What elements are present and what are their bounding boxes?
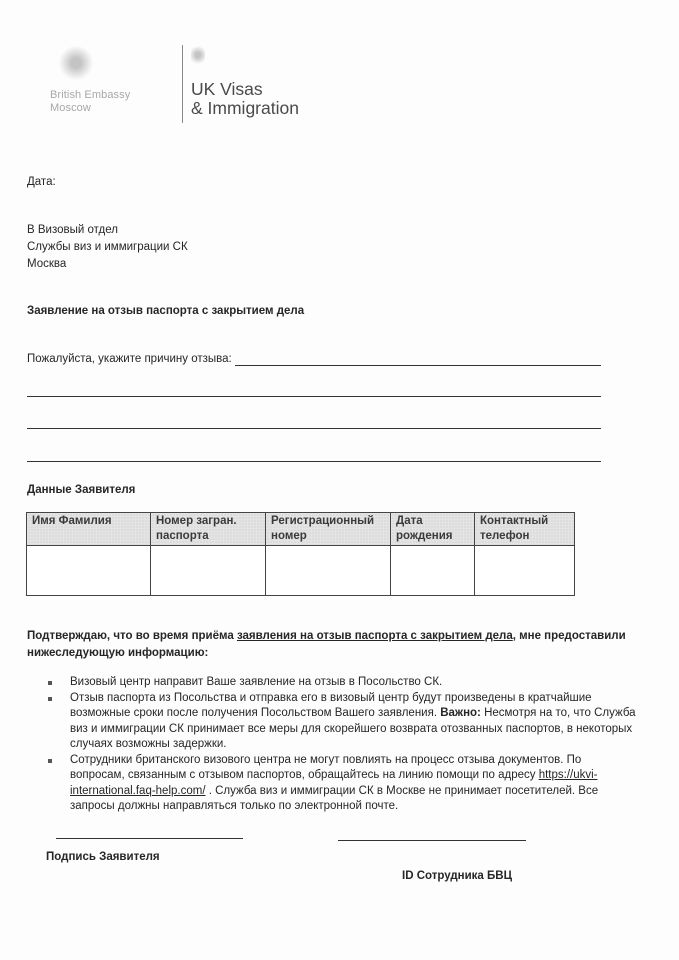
embassy-city: Moscow <box>50 102 91 114</box>
staff-id-label: ID Сотрудника БВЦ <box>402 870 512 882</box>
applicant-table <box>26 512 575 596</box>
help-link[interactable]: https://ukvi-international.faq-help.com/ <box>70 769 598 797</box>
cell-passport[interactable] <box>151 546 266 596</box>
ukvi-name-line1: UK Visas <box>191 79 263 99</box>
staff-id-line[interactable] <box>338 840 526 841</box>
logo-divider <box>182 45 183 123</box>
confirmation-text <box>27 628 647 662</box>
cell-birthdate[interactable] <box>391 546 475 596</box>
column-header-registration: Регистрационный номер <box>266 513 391 546</box>
address-line-2: Службы виз и иммиграции СК <box>27 241 188 253</box>
reason-input-line-1[interactable] <box>235 365 601 366</box>
cell-name[interactable] <box>27 546 151 596</box>
confirmation-prefix: Подтверждаю, что во время приёма <box>27 630 237 642</box>
table-row <box>27 546 575 596</box>
info-item-1: Визовый центр направит Ваше заявление на отзыв в Посольство СК. <box>46 675 636 691</box>
important-label: Важно: <box>440 707 481 719</box>
address-line-1: В Визовый отдел <box>27 224 118 236</box>
address-line-3: Москва <box>27 258 67 270</box>
form-title: Заявление на отзыв паспорта с закрытием дела <box>27 305 305 317</box>
info-item-3: Сотрудники британского визового центра не могут повлиять на процесс отзыва документов. По вопросам, связанным с отзывом паспортов, обращайтесь на линию помощи по адресу https://ukvi-international.faq-help.com/ . Служба виз и иммиграции СК в Москве не принимает посетителей. Все запросы должны направляться только по электронной почте. <box>46 753 636 815</box>
embassy-name: British Embassy <box>50 89 131 101</box>
applicant-signature-line[interactable] <box>56 838 243 839</box>
cell-registration[interactable] <box>266 546 391 596</box>
confirmation-suffix: , мне предоставили нижеследующую информацию: <box>27 630 626 659</box>
reason-label: Пожалуйста, укажите причину отзыва: <box>27 353 232 365</box>
column-header-passport: Номер загран. паспорта <box>151 513 266 546</box>
cell-phone[interactable] <box>475 546 575 596</box>
column-header-birthdate: Дата рождения <box>391 513 475 546</box>
reason-input-line-2[interactable] <box>27 396 601 397</box>
info-item-2: Отзыв паспорта из Посольства и отправка его в визовый центр будут произведены в кратчайшие возможные сроки после получения Посольством Вашего заявления. Важно: Несмотря на то, что Служба виз и иммиграции СК принимает все меры для скорейшего возврата отозванных паспортов, в некоторых случаях возможны задержки. <box>46 691 636 753</box>
table-header-row <box>27 513 575 546</box>
reason-input-line-4[interactable] <box>27 461 601 462</box>
date-label: Дата: <box>27 176 56 188</box>
ukvi-name-line2: & Immigration <box>191 98 299 118</box>
royal-crest-icon <box>58 46 94 80</box>
column-header-phone: Контактный телефон <box>475 513 575 546</box>
applicant-section-title: Данные Заявителя <box>27 484 136 496</box>
column-header-name: Имя Фамилия <box>27 513 151 546</box>
reason-input-line-3[interactable] <box>27 428 601 429</box>
applicant-signature-label: Подпись Заявителя <box>46 851 160 863</box>
ukvi-logo <box>191 44 331 124</box>
british-embassy-logo <box>50 42 150 122</box>
info-list <box>46 675 636 815</box>
royal-crest-small-icon <box>191 44 205 66</box>
confirmation-underlined: заявления на отзыв паспорта с закрытием дела <box>236 630 513 642</box>
